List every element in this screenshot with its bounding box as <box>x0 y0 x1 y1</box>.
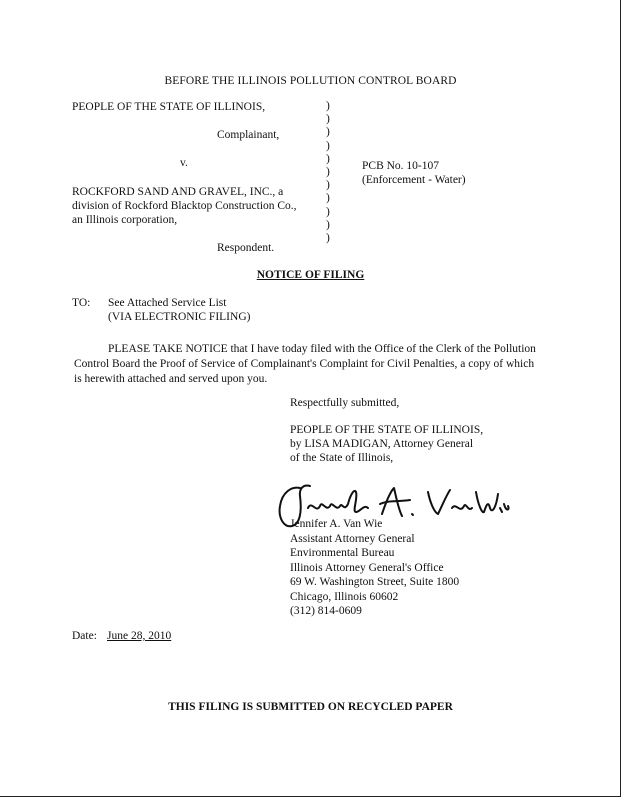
paren: ) <box>326 152 330 165</box>
attorney-name: Jennifer A. Van Wie <box>290 518 383 530</box>
city-state-zip: Chicago, Illinois 60602 <box>290 590 399 603</box>
attorney-title: Assistant Attorney General <box>290 532 415 545</box>
respondent-label: Respondent. <box>217 242 275 254</box>
case-number: PCB No. 10-107 <box>362 160 439 172</box>
notice-body <box>74 342 544 387</box>
recycled-paper-notice: THIS FILING IS SUBMITTED ON RECYCLED PAPER <box>168 701 453 713</box>
paren: ) <box>326 205 330 218</box>
party-line-1: PEOPLE OF THE STATE OF ILLINOIS, <box>290 424 484 436</box>
to-label: TO: <box>72 297 91 309</box>
notice-title: NOTICE OF FILING <box>256 269 365 281</box>
signature-block <box>290 517 459 619</box>
complainant-label: Complainant, <box>217 129 280 141</box>
caption-parentheses <box>326 100 330 245</box>
bureau: Environmental Bureau <box>290 547 395 559</box>
closing: Respectfully submitted, <box>290 397 400 409</box>
case-type: (Enforcement - Water) <box>362 174 466 186</box>
paren: ) <box>326 165 330 178</box>
defendant-line-3: an Illinois corporation, <box>72 214 178 226</box>
paren: ) <box>326 100 330 112</box>
to-recipient-line-2: (VIA ELECTRONIC FILING) <box>108 311 251 323</box>
street-address: 69 W. Washington Street, Suite 1800 <box>290 576 460 588</box>
paren: ) <box>326 231 330 244</box>
paren: ) <box>326 139 330 152</box>
phone-number: (312) 814-0609 <box>290 605 362 617</box>
party-line-2: by LISA MADIGAN, Attorney General <box>290 438 474 450</box>
paren: ) <box>326 113 330 126</box>
paren: ) <box>326 179 330 192</box>
party-line-3: of the State of Illinois, <box>290 452 394 464</box>
date-value: June 28, 2010 <box>107 630 172 642</box>
notice-body-text: PLEASE TAKE NOTICE that I have today filed with the Office of the Clerk of the Pollution Control Board the Proof of Service of Complainant's Complaint for Civil Penalties, a copy of which is herewith attached and served upon you. <box>74 343 536 385</box>
to-recipient-line-1: See Attached Service List <box>108 297 227 309</box>
date-label: Date: <box>72 630 97 642</box>
defendant-line-1: ROCKFORD SAND AND GRAVEL, INC., a <box>72 186 284 198</box>
versus-label: v. <box>180 157 188 169</box>
plaintiff-name: PEOPLE OF THE STATE OF ILLINOIS, <box>72 101 266 113</box>
board-title: BEFORE THE ILLINOIS POLLUTION CONTROL BOARD <box>164 75 457 87</box>
paren: ) <box>326 218 330 231</box>
paren: ) <box>326 192 330 205</box>
office: Illinois Attorney General's Office <box>290 561 444 574</box>
defendant-line-2: division of Rockford Blacktop Construction Co., <box>72 200 297 212</box>
paren: ) <box>326 126 330 139</box>
